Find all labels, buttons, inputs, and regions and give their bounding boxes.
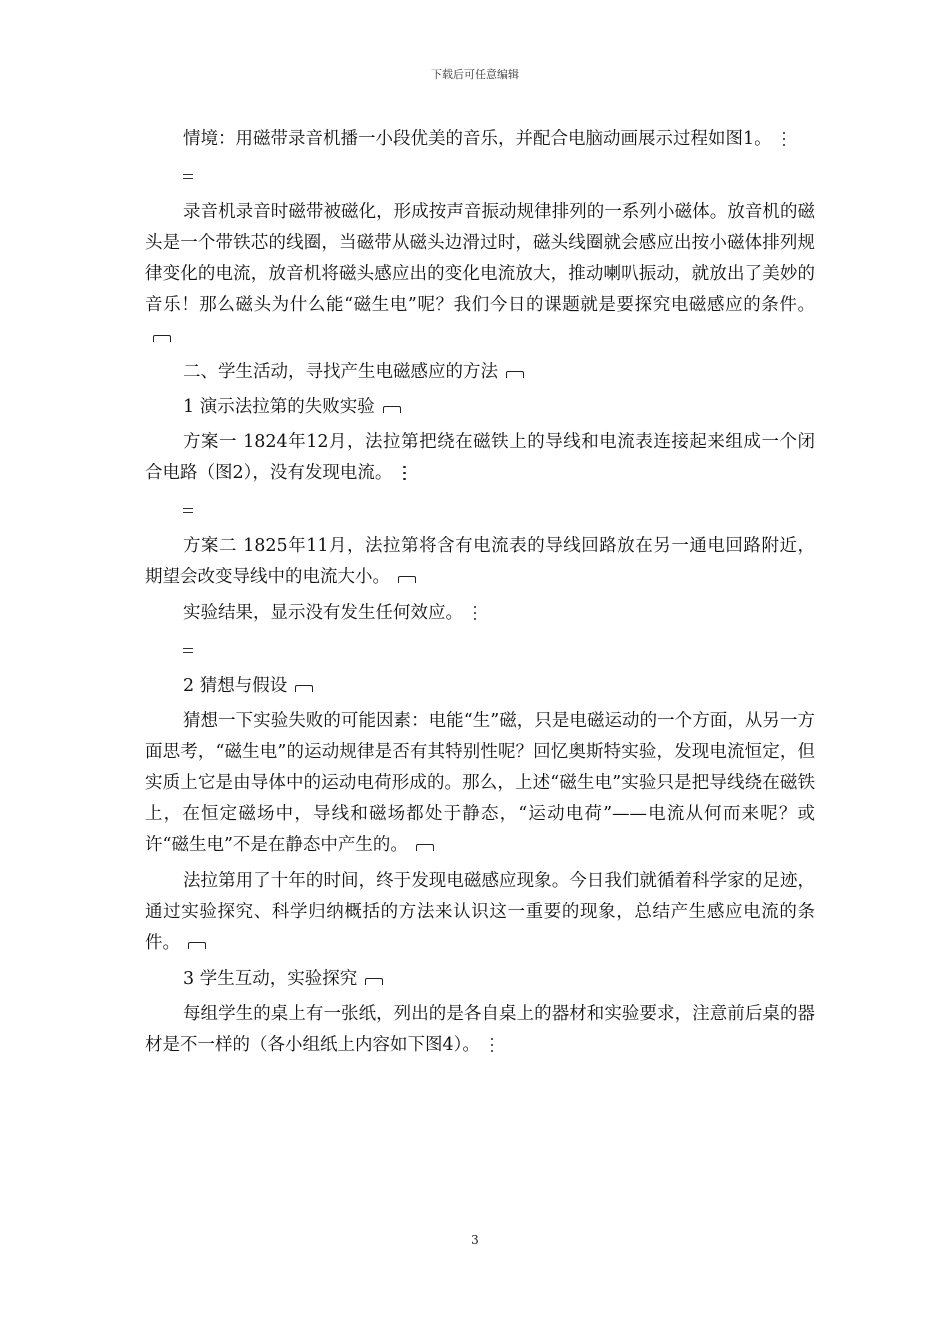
subsection-heading [145,964,815,995]
paragraph-return-icon [295,685,313,692]
paragraph-text: 二、学生活动，寻找产生电磁感应的方法 [183,362,498,382]
paragraph-scenario [145,124,815,155]
paragraph-text: 2 猜想与假设 [183,676,288,696]
paragraph-return-icon [416,844,434,851]
paragraph-explanation [145,197,815,352]
paragraph-plan-two [145,531,815,593]
paragraph-return-icon [365,978,383,985]
subsection-heading [145,671,815,702]
ellipsis-mark-icon [473,606,477,622]
paragraph-text: 每组学生的桌上有一张纸，列出的是各自桌上的器材和实验要求，注意前后桌的器材是不一样的（各小组纸上内容如下图4）。 [145,1004,815,1055]
paragraph-return-icon [188,942,206,949]
paragraph-hypothesis [145,706,815,861]
ellipsis-mark-icon [490,1038,494,1054]
section-heading [145,357,815,388]
paragraph-faraday [145,866,815,959]
paragraph-return-icon [153,335,171,342]
paragraph-text: 方案二 1825年11月，法拉第将含有电流表的导线回路放在另一通电回路附近，期望会改变导线中的电流大小。 [145,536,815,587]
paragraph-text: 猜想一下实验失败的可能因素：电能“生”磁，只是电磁运动的一个方面，从另一方面思考，“磁生电”的运动规律是否有其特别性呢？回忆奥斯特实验，发现电流恒定，但实质上它是由导体中的运动电荷形成的。那么，上述“磁生电”实验只是把导线绕在磁铁上，在恒定磁场中，导线和磁场都处于静态，“运动电荷”——电流从何而来呢？或许“磁生电”不是在静态中产生的。 [145,711,815,855]
ellipsis-mark-icon [782,132,786,148]
paragraph-text: 1 演示法拉第的失败实验 [183,397,375,417]
paragraph-group-task [145,999,815,1061]
page-number: 3 [471,1233,479,1247]
paragraph-text: 3 学生互动，实验探究 [183,969,358,989]
document-body [145,124,815,1066]
page-header: 下载后可任意编辑 [431,68,519,81]
paragraph-text: 实验结果，显示没有发生任何效应。 [183,603,463,623]
figure-placeholder-icon [145,494,815,531]
paragraph-text: 法拉第用了十年的时间，终于发现电磁感应现象。今日我们就循着科学家的足迹，通过实验探究、科学归纳概括的方法来认识这一重要的现象，总结产生感应电流的条件。 [145,871,815,953]
paragraph-text: 情境：用磁带录音机播一小段优美的音乐，并配合电脑动画展示过程如图1。 [183,129,772,149]
figure-placeholder-icon [145,634,815,671]
paragraph-return-icon [398,576,416,583]
paragraph-return-icon [383,406,401,413]
paragraph-text: 方案一 1824年12月，法拉第把绕在磁铁上的导线和电流表连接起来组成一个闭合电路（图2），没有发现电流。 [145,432,815,483]
subsection-heading [145,392,815,423]
paragraph-return-icon [506,371,524,378]
paragraph-result [145,598,815,629]
paragraph-plan-one [145,427,815,489]
figure-placeholder-icon [145,160,815,197]
paragraph-text: 录音机录音时磁带被磁化，形成按声音振动规律排列的一系列小磁体。放音机的磁头是一个带铁芯的线圈，当磁带从磁头边滑过时，磁头线圈就会感应出按小磁体排列规律变化的电流，放音机将磁头感应出的变化电流放大，推动喇叭振动，就放出了美妙的音乐！那么磁头为什么能“磁生电”呢？我们今日的课题就是要探究电磁感应的条件。 [145,202,815,315]
ellipsis-mark-icon [402,466,406,482]
